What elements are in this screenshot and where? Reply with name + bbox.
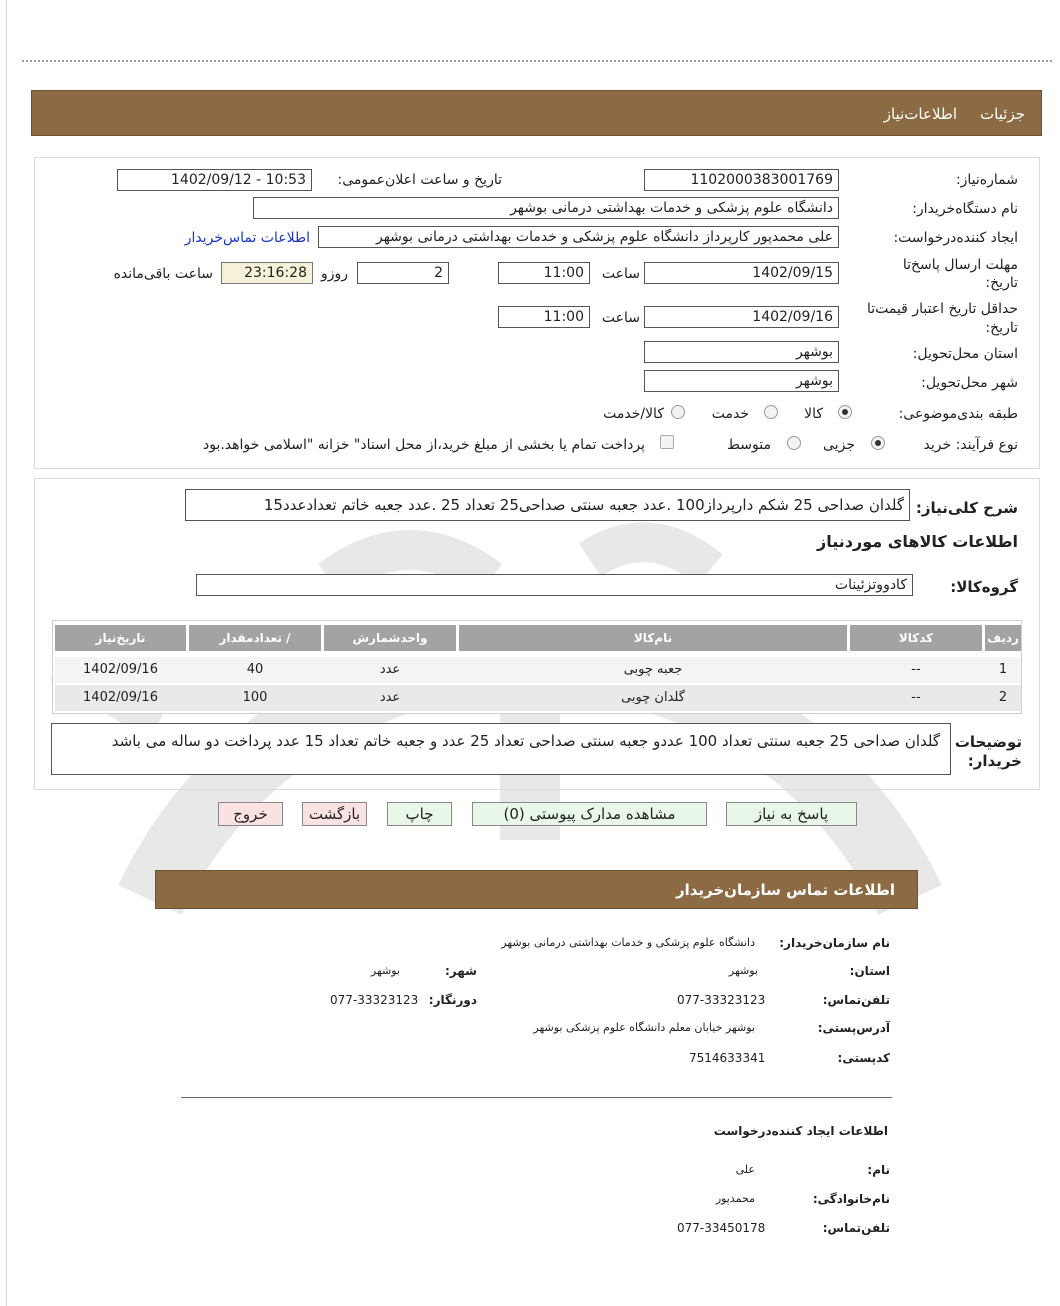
tab-details[interactable]: جزئیات (980, 105, 1025, 123)
row-number: 2 (998, 690, 1008, 705)
creator-label: ایجاد کننده‌درخواست: (893, 230, 1018, 246)
buyer-contact-title: اطلاعات تماس سازمان‌خریدار (675, 881, 895, 899)
contact-city-value: بوشهر (370, 964, 400, 977)
buyer-notes-text: گلدان صداحی 25 جعبه سنتی تعداد 100 عددو جعبه سنتی صداحی تعداد 25 عدد و جعبه خاتم تعداد 15 عدد پرداخت دو ساله می باشد (111, 732, 940, 750)
days-label: روزو (320, 266, 348, 282)
contact-fax-value: 077-33323123 (330, 993, 419, 1007)
contact-postal-value: 7514633341 (689, 1051, 766, 1065)
remaining-time-label: ساعت باقی‌مانده (113, 266, 213, 282)
creator-field: علی محمدپور کارپرداز دانشگاه علوم پزشکی و خدمات بهداشتی درمانی بوشهر (318, 226, 839, 248)
col-header-qty: تعدادمقدار / (189, 625, 321, 651)
col-header-unit: واحدشمارش (324, 625, 456, 651)
row-date: 1402/09/16 (83, 690, 158, 705)
row-unit: عدد (379, 690, 401, 705)
remaining-time-field: 23:16:28 (221, 262, 313, 284)
creator-name-label: نام: (867, 1163, 890, 1177)
process-minor-label: جزیی (823, 437, 855, 453)
contact-phone-value: 077-33323123 (677, 993, 766, 1007)
category-label: طبقه بندی‌موضوعی: (898, 406, 1018, 422)
category-goods-service-label: کالا/خدمت (603, 406, 664, 422)
price-validity-date-field: 1402/09/16 (644, 306, 839, 328)
category-radio-goods-service[interactable] (671, 405, 685, 419)
deadline-label-line2: تاریخ: (985, 275, 1018, 291)
category-service-label: خدمت (711, 406, 749, 422)
buyer-notes-label-line2: خریدار: (967, 752, 1022, 770)
need-number-field: 1102000383001769 (644, 169, 839, 191)
buyer-contact-link[interactable]: اطلاعات تماس‌خریدار (184, 230, 310, 246)
print-button[interactable]: چاپ (387, 802, 452, 826)
category-goods-label: کالا (804, 406, 823, 422)
contact-phone-label: تلفن‌تماس: (822, 993, 890, 1007)
goods-group-field: کادووتزئینات (196, 574, 913, 596)
general-description-field: گلدان صداحی 25 شکم دارپرداز100 .عدد جعبه سنتی صداحی25 تعداد 25 .عدد جعبه خاتم تعدادعدد15 (185, 489, 910, 521)
contact-org-value: دانشگاه علوم پزشکی و خدمات بهداشتی درمانی بوشهر (501, 936, 755, 949)
col-header-row: ردیف (985, 625, 1021, 651)
process-type-label: نوع فرآیند: خرید (923, 437, 1018, 453)
contact-province-value: بوشهر (728, 964, 758, 977)
delivery-province-field: بوشهر (644, 341, 839, 363)
buyer-notes-field (51, 723, 951, 775)
back-button[interactable]: بازگشت (302, 802, 367, 826)
buyer-contact-header (155, 870, 918, 909)
creator-phone-value: 077-33450178 (677, 1221, 766, 1235)
deadline-time-field: 11:00 (498, 262, 590, 284)
row-number: 1 (998, 662, 1008, 677)
buyer-org-label: نام دستگاه‌خریدار: (912, 201, 1018, 217)
reply-button[interactable]: پاسخ به نیاز (726, 802, 857, 826)
table-row (55, 657, 1021, 683)
delivery-province-label: استان محل‌تحویل: (912, 346, 1018, 362)
row-qty: 40 (246, 662, 264, 677)
required-items-title: اطلاعات کالاهای موردنیاز (817, 532, 1018, 551)
creator-name-value: علی (735, 1163, 755, 1176)
price-validity-time-label: ساعت (601, 310, 640, 326)
process-radio-minor[interactable] (871, 436, 885, 450)
view-attachments-button[interactable]: مشاهده مدارک پیوستی (0) (472, 802, 707, 826)
creator-family-label: نام‌خانوادگی: (812, 1192, 890, 1206)
category-radio-service[interactable] (764, 405, 778, 419)
creator-family-value: محمدپور (715, 1192, 755, 1205)
contact-city-label: شهر: (445, 964, 477, 978)
row-qty: 100 (242, 690, 268, 705)
delivery-city-field: بوشهر (644, 370, 839, 392)
deadline-date-field: 1402/09/15 (644, 262, 839, 284)
treasury-payment-note: پرداخت تمام یا بخشی از مبلغ خرید،از محل اسناد" خزانه "اسلامی خواهد.بود (202, 437, 645, 453)
tab-need-info[interactable]: اطلاعات‌نیاز (883, 105, 957, 123)
left-border-line (6, 0, 7, 1306)
contact-address-label: آدرس‌پستی: (817, 1021, 890, 1035)
creator-info-title: اطلاعات ایجاد کننده‌درخواست (713, 1124, 888, 1138)
row-code: -- (911, 690, 921, 705)
process-medium-label: متوسط (727, 437, 771, 453)
category-radio-goods[interactable] (838, 405, 852, 419)
days-field: 2 (357, 262, 449, 284)
goods-group-label: گروه‌کالا: (950, 578, 1018, 596)
col-header-date: تاریخ‌نیاز (55, 625, 186, 651)
items-table (52, 620, 1022, 714)
row-name: جعبه چوبی (623, 662, 683, 677)
contact-org-label: نام سازمان‌خریدار: (779, 936, 890, 950)
announce-date-field: 1402/09/12 - 10:53 (117, 169, 312, 191)
creator-phone-label: تلفن‌تماس: (822, 1221, 890, 1235)
need-number-label: شماره‌نیاز: (955, 172, 1018, 188)
contact-fax-label: دورنگار: (428, 993, 477, 1007)
col-header-name: نام‌کالا (459, 625, 847, 651)
row-unit: عدد (379, 662, 401, 677)
exit-button[interactable]: خروج (218, 802, 283, 826)
price-validity-label-line2: تاریخ: (985, 320, 1018, 336)
table-row (55, 685, 1021, 711)
contact-divider (181, 1097, 892, 1098)
row-date: 1402/09/16 (83, 662, 158, 677)
deadline-time-label: ساعت (601, 266, 640, 282)
delivery-city-label: شهر محل‌تحویل: (921, 375, 1018, 391)
deadline-label-line1: مهلت ارسال پاسخ‌تا (902, 257, 1018, 273)
dotted-separator (22, 60, 1052, 62)
buyer-notes-label-line1: توضیحات (954, 733, 1022, 751)
buyer-org-field: دانشگاه علوم پزشکی و خدمات بهداشتی درمانی بوشهر (253, 197, 839, 219)
process-radio-medium[interactable] (787, 436, 801, 450)
treasury-payment-checkbox[interactable] (660, 435, 674, 449)
contact-province-label: استان: (849, 964, 890, 978)
contact-address-value: بوشهر خیابان معلم دانشگاه علوم پزشکی بوشهر (533, 1021, 755, 1034)
contact-postal-label: کدپستی: (837, 1051, 890, 1065)
details-header-bar (31, 90, 1042, 136)
general-description-label: شرح کلی‌نیاز: (915, 499, 1018, 517)
price-validity-time-field: 11:00 (498, 306, 590, 328)
announce-date-label: تاریخ و ساعت اعلان‌عمومی: (337, 172, 502, 188)
col-header-code: کدکالا (850, 625, 982, 651)
price-validity-label-line1: حداقل تاریخ اعتبار قیمت‌تا (866, 301, 1018, 317)
row-name: گلدان چوبی (621, 690, 685, 705)
row-code: -- (911, 662, 921, 677)
